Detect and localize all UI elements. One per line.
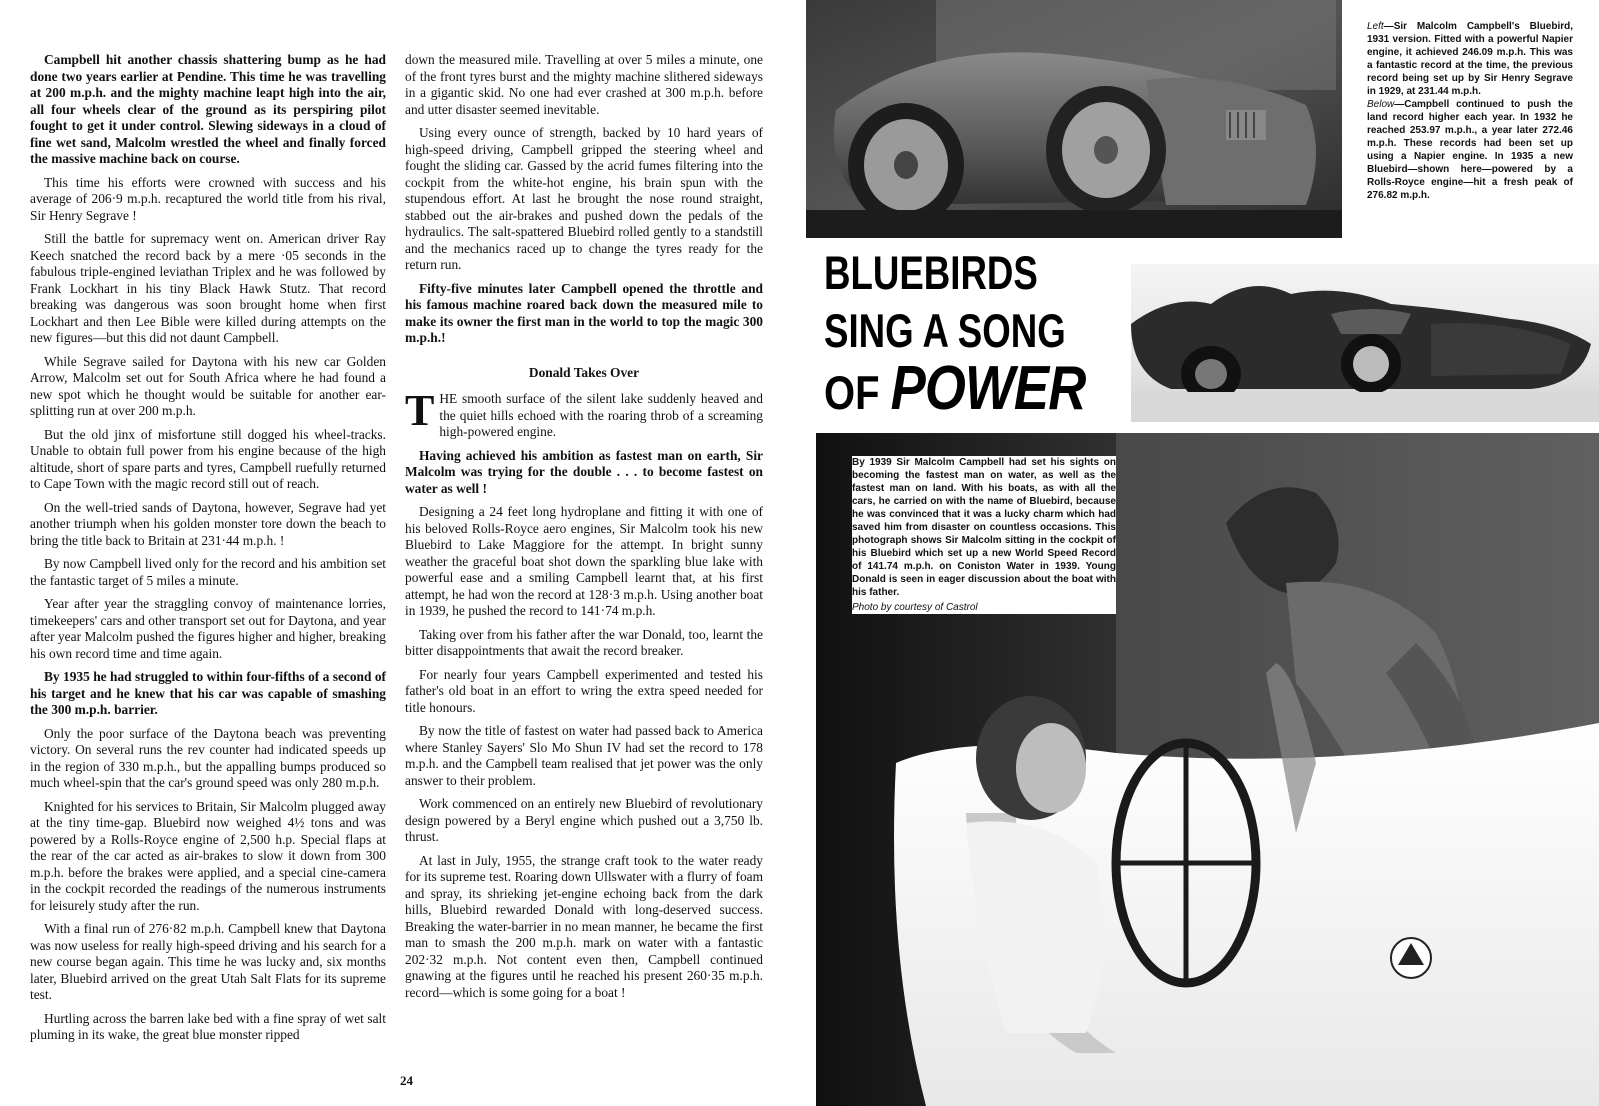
headline-line-3 bbox=[824, 354, 1086, 423]
headline-power: POWER bbox=[890, 354, 1086, 423]
article-column-1 bbox=[30, 52, 386, 1051]
paragraph: For nearly four years Campbell experimented and tested his father's old boat in an effort to wring the extra speed needed for title honours. bbox=[405, 666, 763, 715]
article-column-2 bbox=[405, 52, 763, 1008]
paragraph: By now the title of fastest on water had passed back to America where Stanley Sayers' Slo Mo Shun IV had set the record to 178 m.p.h. and the Campbell team realised that jet power was the only answer to their problem. bbox=[405, 723, 763, 788]
photo-bluebird-1931-image bbox=[806, 0, 1342, 238]
paragraph: Knighted for his services to Britain, Sir Malcolm plugged away at the tiny time-gap. Bluebird now weighed 4½ tons and was powered by a Rolls-Royce engine of 2,500 h.p. Special flaps at the rear of the car acted as air-brakes to slow it down from 300 m.p.h. before the brakes were applied, and a special cine-camera in the cockpit recorded the readings of the numerous instruments for leisurely study after the run. bbox=[30, 798, 386, 913]
photo-bluebird-1931 bbox=[806, 0, 1342, 238]
photo-credit: Photo by courtesy of Castrol bbox=[852, 602, 978, 613]
subheading: Donald Takes Over bbox=[528, 364, 640, 380]
paragraph: Work commenced on an entirely new Bluebird of revolutionary design powered by a Beryl engine which pushed out a 3,750 lb. thrust. bbox=[405, 796, 763, 844]
caption-below-body: —Campbell continued to push the land record higher each year. In 1932 he reached 253.97 m.p.h., a year later 272.46 m.p.h. These records had been set up using a Napier engine. In 1935 a new Bluebird—shown here—powered by a Rolls-Royce engine—hit a fresh peak of 276.82 m.p.h. bbox=[1367, 99, 1573, 201]
photo-bluebird-1935 bbox=[1131, 264, 1599, 422]
photo-bluebird-1935-image bbox=[1131, 264, 1599, 422]
paragraph: By now Campbell lived only for the record and his ambition set the fantastic target of 5 miles a minute. bbox=[30, 556, 386, 588]
main-photo-caption bbox=[852, 456, 1116, 614]
main-caption-text: By 1939 Sir Malcolm Campbell had set his sights on becoming the fastest man on water, as well as the fastest man on land. With his boats, as with all the cars, he carried on with the name of Bluebird, because he was convinced that it was a lucky charm which had saved him from disaster on countless occasions. This photograph shows Sir Malcolm sitting in the cockpit of his Bluebird which set up a new World Speed Record of 141.74 m.p.h. on Coniston Water in 1939. Young Donald is seen in eager discussion about the boat with his father. bbox=[852, 457, 1116, 598]
paragraph: On the well-tried sands of Daytona, however, Segrave had yet another triumph when his golden monster tore down the beach to bring the title back to Britain at 231·44 m.p.h. ! bbox=[30, 499, 386, 548]
column-2-top bbox=[405, 52, 763, 347]
headline-line-2: SING A SONG bbox=[824, 304, 1066, 357]
paragraph: While Segrave sailed for Daytona with his new car Golden Arrow, Malcolm set out for South Africa where he had found a new spot which he thought would be suitable for another ear-splitting run at over 200 m.p.h. bbox=[30, 353, 386, 418]
headline-of: OF bbox=[824, 366, 891, 419]
caption-top-lead: Left bbox=[1367, 21, 1384, 32]
paragraph: But the old jinx of misfortune still dogged his wheel-tracks. Unable to obtain full power from his engine because of the high altitude, short of spare parts and tyres, Campbell ruefully returned to Cape Town with the magic record still out of reach. bbox=[30, 426, 386, 491]
caption-below-lead: Below bbox=[1367, 99, 1395, 110]
paragraph: Only the poor surface of the Daytona beach was preventing victory. On several runs the rev counter had indicated speeds up in the region of 330 m.p.h., but the appalling bumps produced so much wheel-spin that the car's ground speed was only 280 m.p.h. bbox=[30, 725, 386, 790]
headline-line-1: BLUEBIRDS bbox=[824, 246, 1038, 299]
column-2-bottom bbox=[405, 386, 763, 1001]
paragraph: Fifty-five minutes later Campbell opened the throttle and his famous machine roared back down the measured mile to make its owner the first man in the world to top the magic 300 m.p.h.! bbox=[405, 280, 763, 345]
paragraph: Campbell hit another chassis shattering bump as he had done two years earlier at Pendine. This time he was travelling at 200 m.p.h. and the mighty machine leapt high into the air, all four wheels clear of the ground as its perspiring pilot fought to get it under control. Slewing sideways in a cloud of fine wet sand, Malcolm wrestled the wheel and finally forced the massive machine back on course. bbox=[30, 52, 386, 166]
paragraph: With a final run of 276·82 m.p.h. Campbell knew that Daytona was now useless for really high-speed driving and his search for a new course began again. This time he was lucky and, six months later, Bluebird arrived on the great Utah Salt Flats for its supreme test. bbox=[30, 921, 386, 1002]
paragraph: Having achieved his ambition as fastest man on earth, Sir Malcolm was trying for the double . . . to become fastest on water as well ! bbox=[405, 447, 763, 496]
paragraph: down the measured mile. Travelling at over 5 miles a minute, one of the front tyres burst and the mighty machine slithered sideways in a gigantic skid. No one had ever crashed at 300 m.p.h. before and utter disaster seemed inevitable. bbox=[405, 52, 763, 117]
paragraph: THE smooth surface of the silent lake suddenly heaved and the quiet hills echoed with the roaring throb of a screaming high-powered engine. bbox=[405, 386, 763, 439]
paragraph: Hurtling across the barren lake bed with a fine spray of wet salt pluming in its wake, the great blue monster ripped bbox=[30, 1010, 386, 1042]
paragraph: Designing a 24 feet long hydroplane and fitting it with one of his beloved Rolls-Royce aero engines, Sir Malcolm took his new Bluebird to Lake Maggiore for the attempt. In bright sunny weather the graceful boat shot down the sparkling blue lake with powerful ease and a smiling Campbell learnt that, at his first attempt, he had won the record at 128·3 m.p.h. Using another boat in 1939, he pushed the record to 141·74 m.p.h. bbox=[405, 504, 763, 618]
paragraph: By 1935 he had struggled to within four-fifths of a second of his target and he knew that his car was capable of smashing the 300 m.p.h. barrier. bbox=[30, 669, 386, 717]
paragraph: Using every ounce of strength, backed by 10 hard years of high-speed driving, Campbell gripped the steering wheel and fought the sliding car. Gassed by the acrid fumes filtering into the cockpit from the white-hot engine, his brain spun with the stupendous effort. At last he brought the nose round straight, stabbed out the air-brakes and pushed down the pedals of the hydraulics. The salt-spattered Bluebird rolled gently to a standstill and the mechanics raced up to change the tyres ready for the return run. bbox=[405, 125, 763, 272]
paragraph: At last in July, 1955, the strange craft took to the water ready for its supreme test. Roaring down Ullswater with a flurry of foam and spray, its shrieking jet-engine echoing back from the dark hills, Bluebird rewarded Donald with long-deserved success. Breaking the water-barrier in no mean manner, he became the first man to smash the 200 m.p.h. mark on water with a fantastic 202·32 m.p.h. Not content even then, Campbell continued gnawing at the figures until he reached his present 260·35 m.p.h. record—which is some going for a boat ! bbox=[405, 852, 763, 1000]
caption-top bbox=[1367, 20, 1573, 202]
paragraph: Year after year the straggling convoy of maintenance lorries, timekeepers' cars and other transport set out for Daytona, and year after year Malcolm pushed the figures higher and higher, breaking his own record time and time again. bbox=[30, 596, 386, 661]
paragraph: Taking over from his father after the war Donald, too, learnt the bitter disappointments that await the record breaker. bbox=[405, 626, 763, 658]
paragraph: This time his efforts were crowned with success and his average of 206·9 m.p.h. recaptured the world title from his rival, Sir Henry Segrave ! bbox=[30, 174, 386, 223]
page-number: 24 bbox=[400, 1073, 413, 1088]
headline bbox=[824, 244, 1104, 422]
drop-cap: T bbox=[405, 386, 435, 435]
caption-top-body: —Sir Malcolm Campbell's Bluebird, 1931 version. Fitted with a powerful Napier engine, it achieved 246.09 m.p.h. This was a fantastic record at the time, the previous record being set up by Sir Henry Segrave in 1929, at 231.44 m.p.h. bbox=[1367, 21, 1573, 97]
paragraph: Still the battle for supremacy went on. American driver Ray Keech snatched the record back by a mere ·05 seconds in the fabulous triple-engined leviathan Triplex and he was followed by Frank Lockhart in his tiny Black Hawk Stutz. That record breaking was dangerous was soon brought home when first Lockhart and then Lee Bible were killed during attempts on the new figures—but this did not daunt Campbell. bbox=[30, 231, 386, 345]
